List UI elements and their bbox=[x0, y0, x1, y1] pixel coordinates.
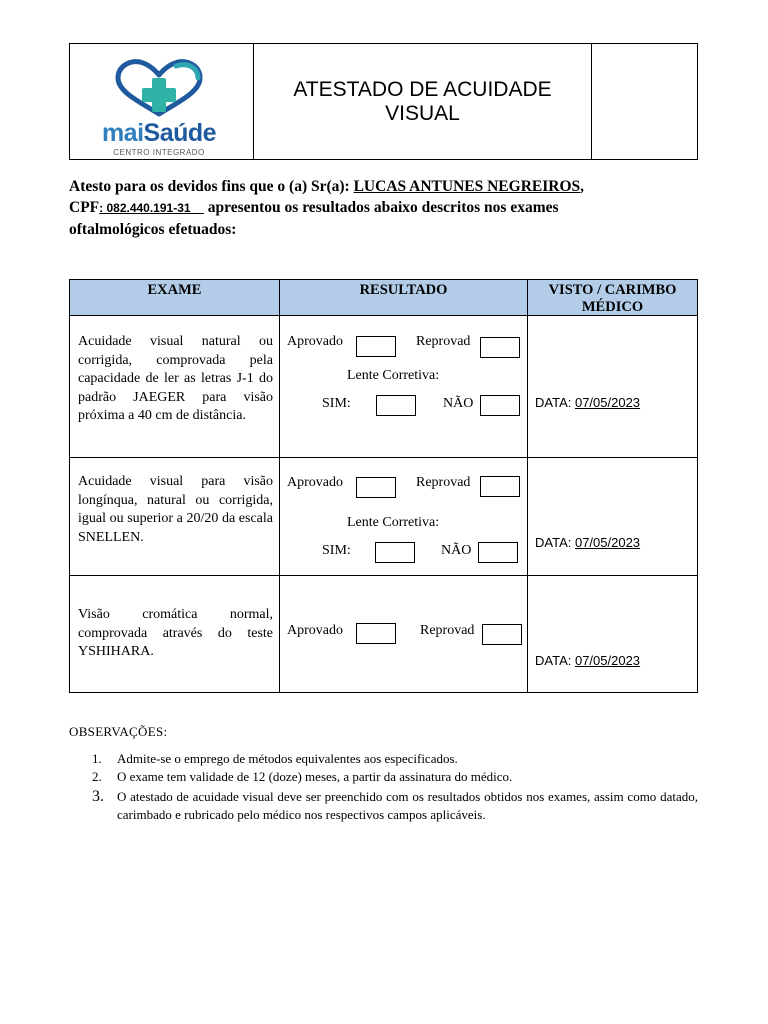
document-title bbox=[254, 44, 591, 159]
lens-label: Lente Corretiva: bbox=[347, 515, 440, 530]
lens-sim-label: SIM: bbox=[322, 396, 351, 411]
exam-description: Acuidade visual natural ou corrigida, comprovada pela capacidade de ler as letras J-1 do padrão JAEGER para visão próxima a 40 cm de distância. bbox=[78, 334, 273, 423]
attest-paragraph: Atesto para os devidos fins que o (a) Sr(a): LUCAS ANTUNES NEGREIROS, CPF: 082.440.191-31 apresentou os resultados abaixo descritos nos exames oftalmológicos efetuados: bbox=[69, 178, 584, 238]
row-divider bbox=[70, 457, 697, 458]
observation-item: 2. O exame tem validade de 12 (doze) meses, a partir da assinatura do médico. bbox=[92, 769, 513, 784]
reproved-checkbox[interactable] bbox=[480, 337, 520, 358]
approved-label: Aprovado bbox=[287, 334, 343, 349]
approved-label: Aprovado bbox=[287, 475, 343, 490]
column-header-exame: EXAME bbox=[70, 280, 279, 316]
exam-results-table bbox=[69, 279, 698, 693]
observations-heading: OBSERVAÇÕES: bbox=[69, 724, 168, 739]
reproved-checkbox[interactable] bbox=[480, 476, 520, 497]
document-header bbox=[69, 43, 698, 160]
lens-label: Lente Corretiva: bbox=[347, 368, 440, 383]
exam-date: DATA: 07/05/2023 bbox=[535, 395, 641, 410]
approved-label: Aprovado bbox=[287, 623, 343, 638]
lens-sim-checkbox[interactable] bbox=[376, 395, 416, 416]
lens-nao-label: NÃO bbox=[443, 396, 474, 411]
lens-nao-checkbox[interactable] bbox=[480, 395, 520, 416]
column-divider bbox=[279, 280, 280, 692]
exam-description: Visão cromática normal, comprovada através do teste YSHIHARA. bbox=[78, 607, 273, 659]
logo-cell bbox=[70, 44, 254, 159]
approved-checkbox[interactable] bbox=[356, 336, 396, 357]
reproved-label: Reprovad bbox=[416, 475, 471, 490]
reproved-label: Reprovad bbox=[416, 334, 471, 349]
reproved-checkbox[interactable] bbox=[482, 624, 522, 645]
title-line-1: ATESTADO DE ACUIDADE bbox=[293, 77, 552, 101]
exam-description: Acuidade visual para visão longínqua, natural ou corrigida, igual ou superior a 20/20 da escala SNELLEN. bbox=[78, 474, 273, 545]
approved-checkbox[interactable] bbox=[356, 477, 396, 498]
observation-item: 3. O atestado de acuidade visual deve ser preenchido com os resultados obtidos nos exames, assim como datado, carimbado e rubricado pelo médico nos respectivos campos aplicáveis. bbox=[92, 788, 698, 822]
exam-date: DATA: 07/05/2023 bbox=[535, 653, 641, 668]
title-line-2: VISUAL bbox=[385, 101, 460, 125]
empty-header-cell bbox=[591, 44, 698, 159]
row-divider bbox=[70, 575, 697, 576]
cpf-value: : 082.440.191-31 bbox=[99, 201, 204, 215]
lens-sim-checkbox[interactable] bbox=[375, 542, 415, 563]
lens-nao-checkbox[interactable] bbox=[478, 542, 518, 563]
column-header-visto: VISTO / CARIMBO MÉDICO bbox=[528, 280, 697, 316]
cpf-label: CPF bbox=[69, 199, 100, 216]
patient-name: LUCAS ANTUNES NEGREIROS bbox=[353, 178, 581, 195]
column-header-resultado: RESULTADO bbox=[280, 280, 527, 316]
approved-checkbox[interactable] bbox=[356, 623, 396, 644]
lens-sim-label: SIM: bbox=[322, 543, 351, 558]
maisaude-logo bbox=[88, 58, 230, 158]
logo-wordmark: maiSaúde bbox=[101, 119, 217, 147]
logo-subtitle: CENTRO INTEGRADO bbox=[113, 148, 205, 157]
heart-cross-icon bbox=[88, 58, 230, 120]
lens-nao-label: NÃO bbox=[441, 543, 472, 558]
observation-item: 1. Admite-se o emprego de métodos equivalentes aos especificados. bbox=[92, 751, 458, 766]
reproved-label: Reprovad bbox=[420, 623, 475, 638]
exam-date: DATA: 07/05/2023 bbox=[535, 535, 641, 550]
column-divider bbox=[527, 280, 528, 692]
